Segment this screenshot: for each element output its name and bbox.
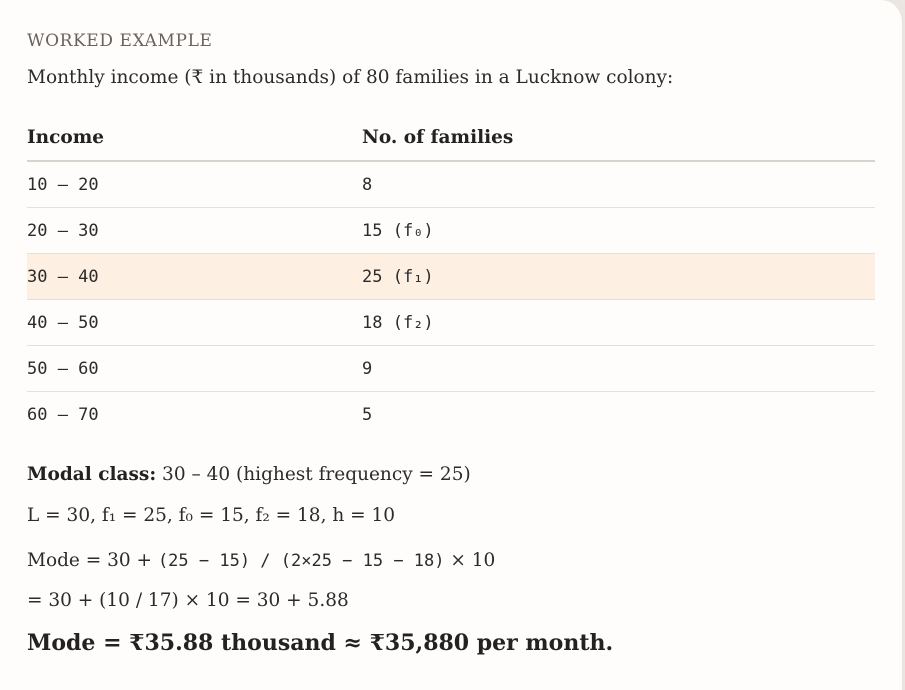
table-row-modal-class xyxy=(27,254,875,300)
table-row xyxy=(27,346,875,392)
families-cell: 18 (f₂) xyxy=(362,312,434,333)
income-cell: 50 – 60 xyxy=(27,358,99,379)
modal-class-line xyxy=(27,464,471,485)
income-cell: 30 – 40 xyxy=(27,266,99,287)
modal-class-label: Modal class: xyxy=(27,464,157,485)
table-row xyxy=(27,300,875,346)
income-cell: 40 – 50 xyxy=(27,312,99,333)
final-result: Mode = ₹35.88 thousand ≈ ₹35,880 per month. xyxy=(27,630,614,656)
formula-prefix: Mode = 30 + xyxy=(27,550,158,571)
families-cell: 5 xyxy=(362,404,373,425)
table-row xyxy=(27,162,875,208)
modal-class-value: 30 – 40 (highest frequency = 25) xyxy=(162,464,471,485)
table-header xyxy=(27,114,875,162)
section-eyebrow: WORKED EXAMPLE xyxy=(27,31,213,51)
formula-suffix: × 10 xyxy=(444,550,496,571)
income-cell: 20 – 30 xyxy=(27,220,99,241)
income-cell: 60 – 70 xyxy=(27,404,99,425)
families-cell: 9 xyxy=(362,358,373,379)
problem-statement: Monthly income (₹ in thousands) of 80 families in a Lucknow colony: xyxy=(27,67,674,88)
income-cell: 10 – 20 xyxy=(27,174,99,195)
frequency-table xyxy=(27,114,875,437)
families-cell: 15 (f₀) xyxy=(362,220,434,241)
table-row xyxy=(27,208,875,254)
header-families: No. of families xyxy=(362,126,514,148)
parameters-line: L = 30, f₁ = 25, f₀ = 15, f₂ = 18, h = 10 xyxy=(27,505,396,526)
families-cell: 8 xyxy=(362,174,373,195)
families-cell: 25 (f₁) xyxy=(362,266,434,287)
table-row xyxy=(27,392,875,437)
header-income: Income xyxy=(27,126,105,148)
formula-line xyxy=(27,550,495,571)
formula-expression: (25 − 15) / (2×25 − 15 − 18) xyxy=(157,551,445,571)
calculation-step: = 30 + (10 / 17) × 10 = 30 + 5.88 xyxy=(27,590,349,611)
